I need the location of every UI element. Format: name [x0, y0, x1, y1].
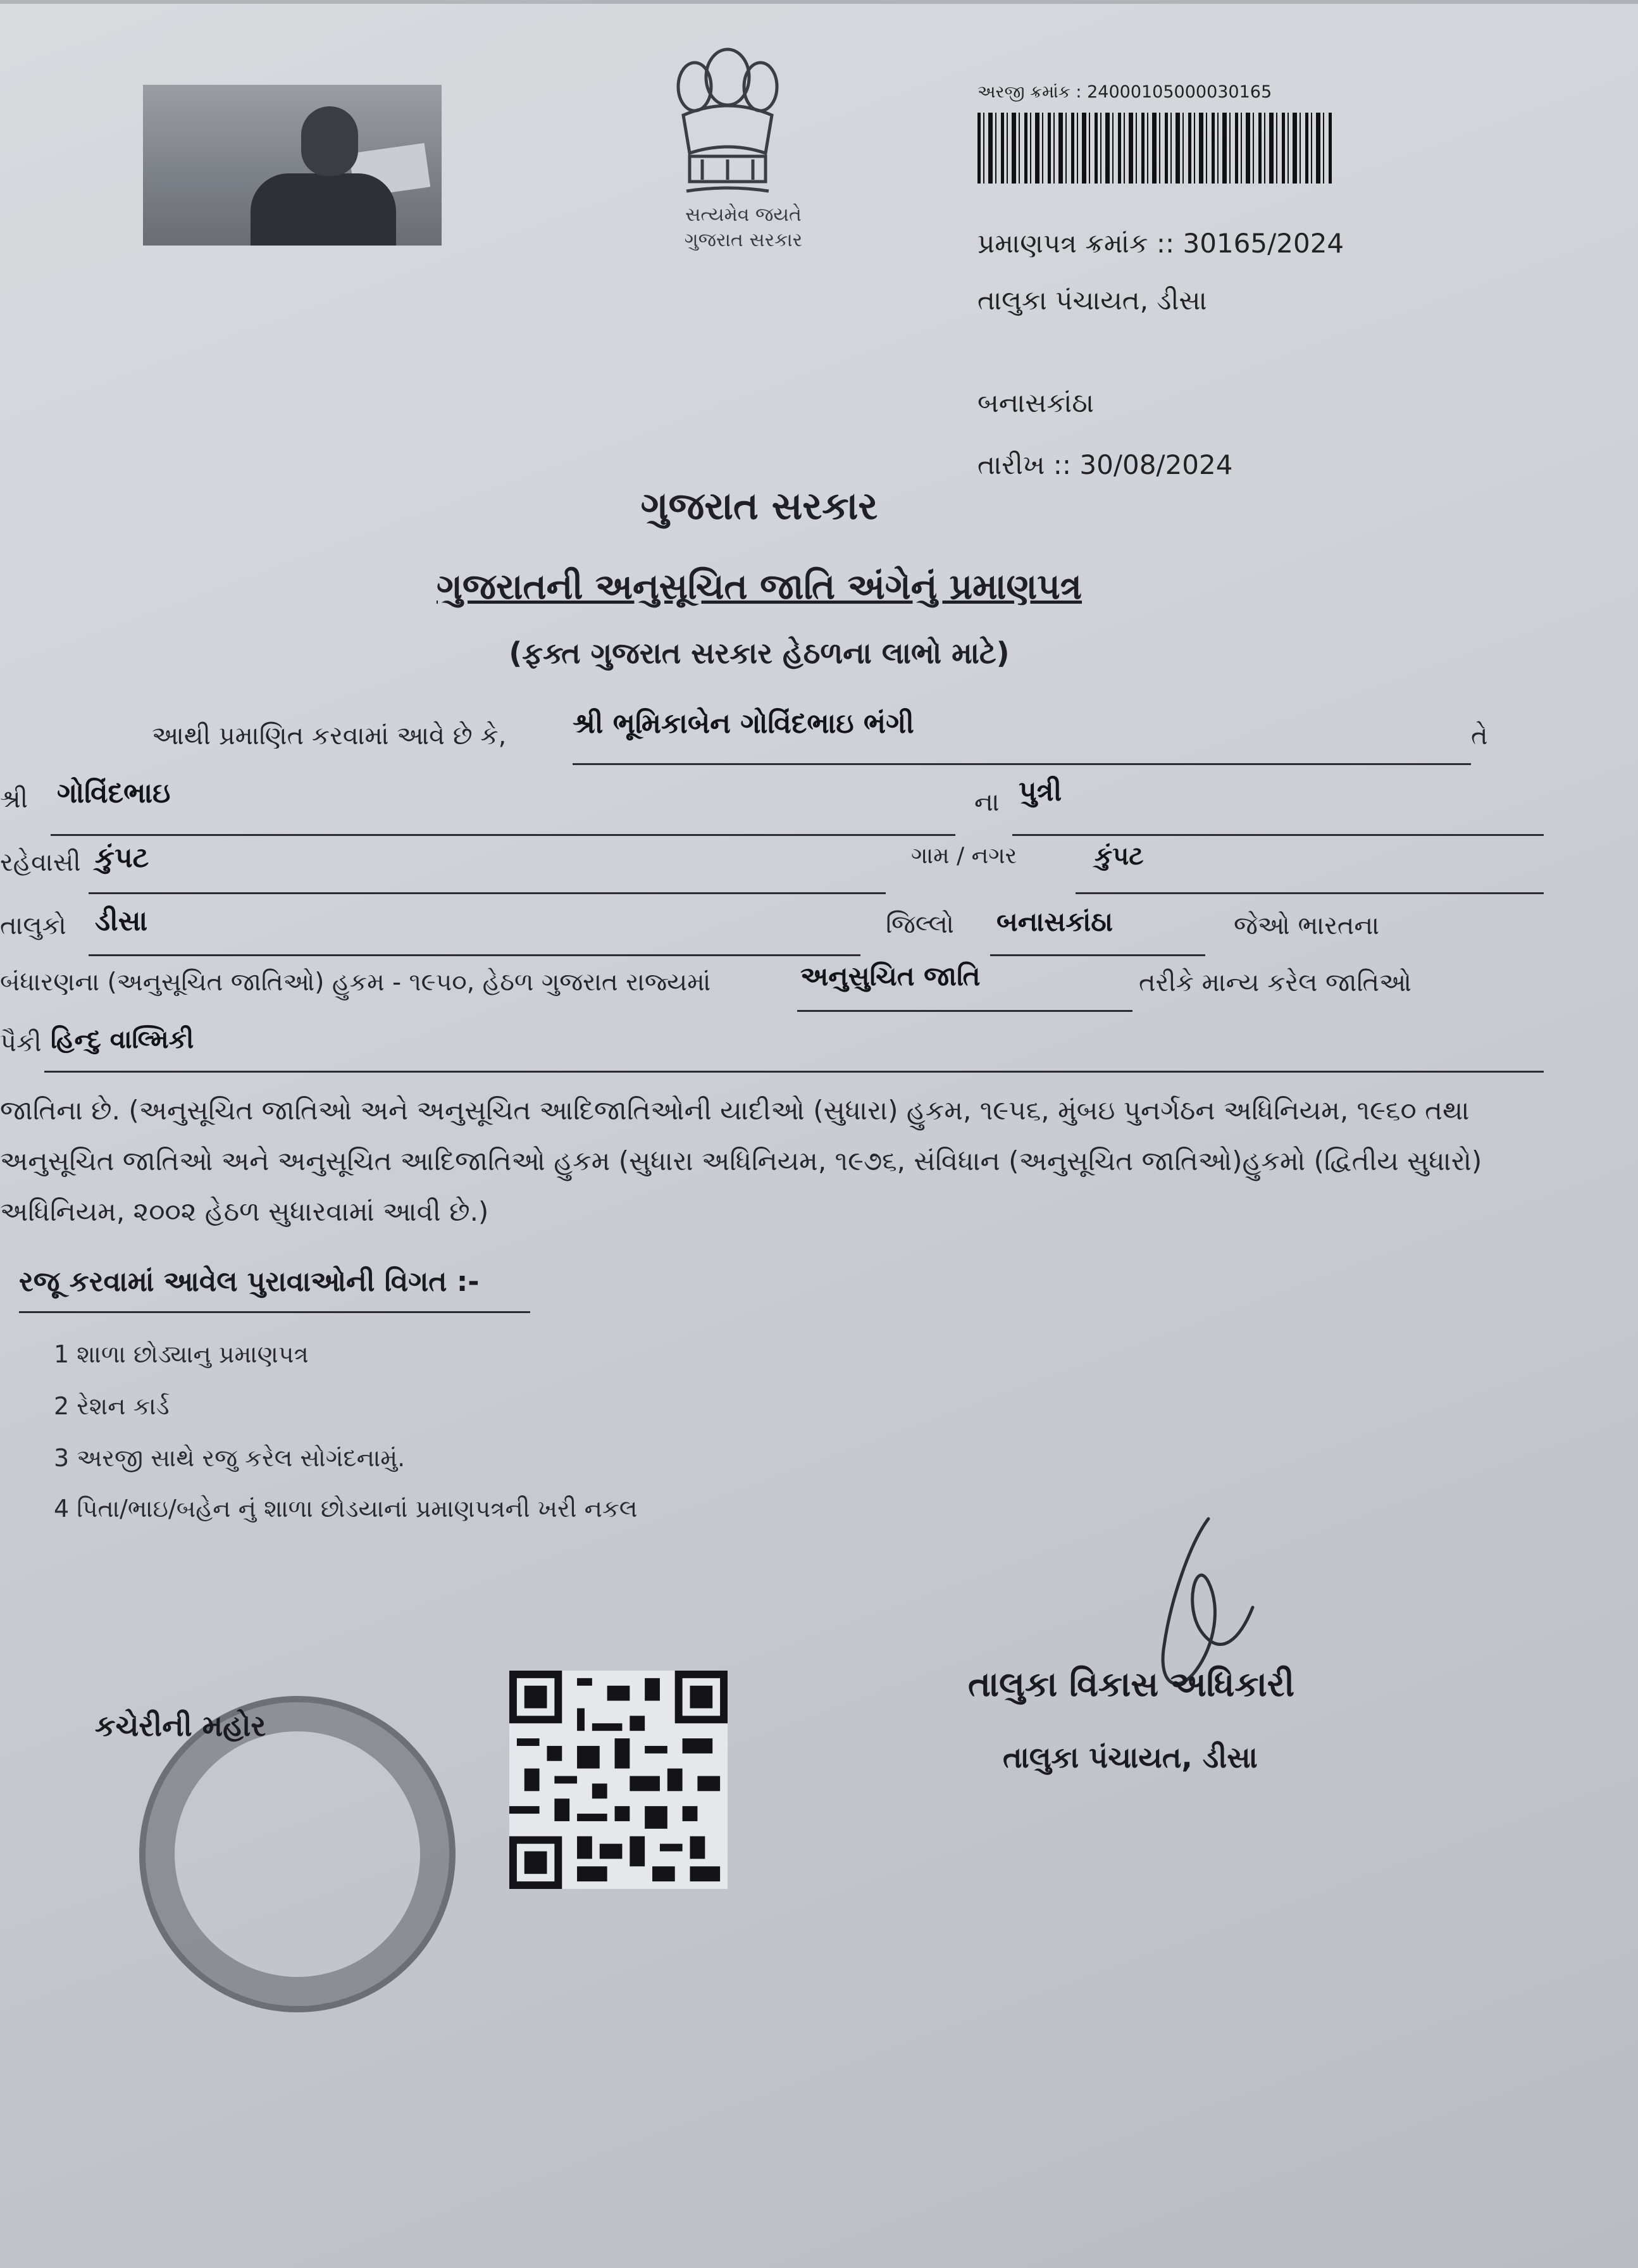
issuing-district: બનાસકાંઠા [977, 387, 1095, 418]
relation: પુત્રી [1019, 775, 1062, 807]
resident-value: કુંપટ [95, 842, 149, 874]
district-value: બનાસકાંઠા [996, 906, 1114, 937]
paragraph-line: અનુસૂચિત જાતિઓ અને અનુસૂચિત આદિજાતિઓ હુકમ (સુધારા અધિનિયમ, ૧૯૭૬, સંવિધાન (અનુસૂચિત જાતિઓ)હુકમો (દ્વિતીય સુધારો) [0, 1145, 1482, 1176]
officer-title: તાલુકા વિકાસ અધિકારી [968, 1664, 1295, 1704]
constitution-text: બંધારણના (અનુસૂચિત જાતિઓ) હુકમ - ૧૯૫૦, હેઠળ ગુજરાત રાજ્યમાં [0, 968, 711, 997]
taluka-label: તાલુકો [0, 911, 66, 940]
taluka-value: ડીસા [95, 905, 148, 937]
officer-office: તાલુકા પંચાયત, ડીસા [1003, 1740, 1258, 1774]
village-label: ગામ / નગર [911, 843, 1017, 869]
certificate-title: ગુજરાતની અનુસૂચિત જાતિ અંગેનું પ્રમાણપત્ર [436, 566, 1083, 608]
caste-value: હિન્દુ વાલ્મિકી [51, 1025, 194, 1054]
document-item: 3 અરજી સાથે રજુ કરેલ સોગંદનામું. [54, 1444, 406, 1472]
na-text: ના [974, 788, 1000, 817]
legal-paragraph [0, 1085, 1544, 1237]
application-number: અરજી ક્રમાંક : 24000105000030165 [977, 82, 1272, 102]
issuing-office: તાલુકા પંચાયત, ડીસા [977, 285, 1207, 316]
india-label: જેઓ ભારતના [1234, 911, 1380, 940]
father-name: ગોવિંદભાઇ [57, 777, 171, 809]
paragraph-line: જાતિના છે. (અનુસૂચિત જાતિઓ અને અનુસૂચિત આદિજાતિઓની યાદીઓ (સુધારા) હુકમ, ૧૯૫૬, મુંબઇ પુનર્ગઠન અધિનિયમ, ૧૯૬૦ તથા [0, 1095, 1470, 1126]
district-label: જિલ્લો [886, 910, 954, 939]
category-value: અનુસુચિત જાતિ [800, 961, 981, 992]
scan-edge [0, 0, 1638, 4]
issue-date: તારીખ :: 30/08/2024 [977, 449, 1233, 480]
applicant-photo [143, 85, 442, 246]
emblem-motto: સત્યમેવ જયતે [685, 204, 802, 226]
barcode [977, 113, 1332, 184]
among-text: પૈકી [0, 1028, 42, 1057]
certificate-number: પ્રમાણપત્ર ક્રમાંક :: 30165/2024 [977, 228, 1344, 259]
paragraph-line: અધિનિયમ, ૨૦૦૨ હેઠળ સુધારવામાં આવી છે.) [0, 1196, 489, 1227]
resident-label: રહેવાસી [0, 848, 81, 877]
emblem-government: ગુજરાત સરકાર [684, 229, 803, 251]
shri-text: શ્રી [0, 785, 28, 814]
applicant-name: શ્રી ભૂમિકાબેન ગોવિંદભાઇ ભંગી [573, 707, 914, 740]
document-item: 1 શાળા છોડ્યાનુ પ્રમાણપત્ર [54, 1340, 309, 1368]
emblem-caption [652, 202, 835, 253]
village-value: કુંપટ [1095, 842, 1144, 871]
office-stamp-label: કચેરીની મહોર [95, 1709, 266, 1743]
recognized-text: તરીકે માન્ય કરેલ જાતિઓ [1139, 968, 1412, 997]
documents-title: રજૂ કરવામાં આવેલ પુરાવાઓની વિગત :- [19, 1266, 480, 1298]
document-item: 4 પિતા/ભાઇ/બહેન નું શાળા છોડયાનાં પ્રમાણપત્રની ખરી નકલ [54, 1495, 638, 1523]
qr-code-icon [509, 1671, 728, 1889]
certificate-note: (ફક્ત ગુજરાત સરકાર હેઠળના લાભો માટે) [509, 636, 1010, 670]
te-text: તે [1471, 721, 1488, 751]
intro-text: આથી પ્રમાણિત કરવામાં આવે છે કે, [152, 721, 507, 751]
document-item: 2 રેશન કાર્ડ [54, 1392, 170, 1420]
government-title: ગુજરાત સરકાર [640, 484, 878, 528]
